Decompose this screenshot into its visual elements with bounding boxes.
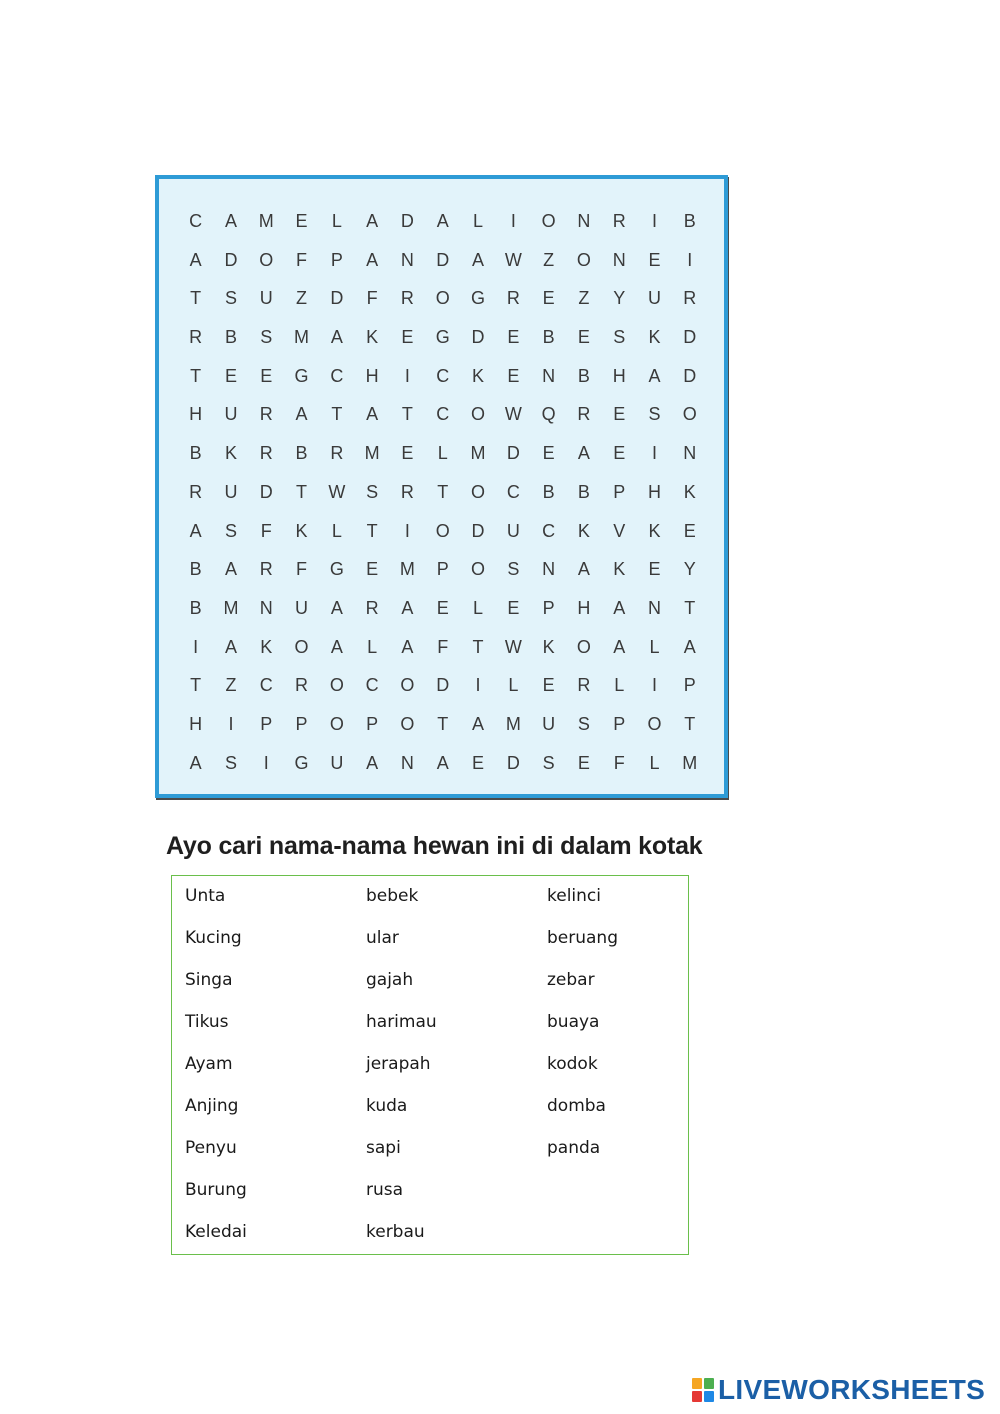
grid-letter: S [613,327,626,348]
grid-letter: I [510,211,516,231]
grid-letter: E [507,327,520,348]
liveworksheets-logo-text: LIVEWORKSHEETS [718,1374,986,1405]
grid-letter: I [687,249,693,270]
word-list-item: kelinci [547,886,601,906]
grid-letter: O [435,520,450,541]
grid-letter: L [614,675,625,696]
grid-letter: K [648,327,661,348]
grid-letter: U [542,713,556,734]
grid-letter: A [436,752,449,773]
grid-letter: U [224,404,238,425]
grid-letter: S [260,327,273,348]
grid-letter: M [399,559,415,580]
grid-letter: Z [225,675,237,696]
grid-letter: E [295,211,308,231]
grid-letter: Y [613,288,626,309]
grid-letter: D [471,520,485,541]
grid-letter: T [296,481,308,502]
grid-letter: B [542,481,555,502]
grid-letter: O [576,636,591,657]
grid-letter: E [542,288,555,309]
word-list-item: Anjing [185,1096,239,1116]
logo-square [692,1391,702,1402]
grid-letter: F [366,288,378,309]
word-list-item: beruang [547,928,618,948]
grid-letter: C [436,404,450,425]
grid-letter: E [613,404,626,425]
grid-letter: B [577,481,590,502]
grid-letter: A [577,559,590,580]
grid-letter: B [577,365,590,386]
grid-letter: N [612,249,626,270]
grid-letter: E [507,365,520,386]
grid-letter: N [542,559,556,580]
grid-letter: S [366,481,379,502]
grid-letter: R [577,404,591,425]
grid-letter: O [329,713,344,734]
word-list-item: kodok [547,1054,598,1074]
grid-letter: C [189,211,203,231]
grid-letter: E [507,597,520,618]
grid-letter: T [190,675,202,696]
grid-letter: T [366,520,378,541]
grid-letter: R [189,481,203,502]
grid-letter: K [472,365,485,386]
grid-letter: B [189,443,202,464]
word-list-item: ular [366,928,399,948]
grid-letter: A [295,404,308,425]
grid-letter: F [296,249,308,270]
grid-letter: G [294,752,309,773]
grid-letter: S [224,288,237,309]
grid-letter: S [542,752,555,773]
grid-letter: S [577,713,590,734]
grid-letter: I [263,752,269,773]
grid-letter: A [330,636,343,657]
word-list-item: Singa [185,970,233,990]
grid-letter: A [189,752,202,773]
grid-letter: A [436,211,449,231]
grid-letter: E [683,520,696,541]
word-list-item: Tikus [185,1012,229,1032]
grid-letter: U [224,481,238,502]
word-list-item: buaya [547,1012,600,1032]
grid-letter: S [224,752,237,773]
grid-letter: D [259,481,273,502]
grid-letter: I [652,443,658,464]
grid-letter: E [613,443,626,464]
grid-letter: L [473,597,484,618]
grid-letter: K [295,520,308,541]
liveworksheets-logo-icon [692,1378,714,1402]
word-list-item: domba [547,1096,606,1116]
grid-letter: G [471,288,486,309]
grid-letter: A [472,249,485,270]
grid-letter: N [400,249,414,270]
grid-letter: A [366,211,379,231]
grid-letter: M [294,327,310,348]
grid-letter: A [613,636,626,657]
grid-letter: H [189,404,203,425]
grid-letter: G [435,327,450,348]
grid-letter: B [542,327,555,348]
grid-letter: O [259,249,274,270]
grid-letter: T [331,404,343,425]
grid-letter: E [577,752,590,773]
grid-letter: N [259,597,273,618]
grid-letter: T [437,481,449,502]
grid-letter: H [648,481,661,502]
grid-letter: I [475,675,481,696]
grid-letter: D [436,675,450,696]
grid-letter: N [577,211,591,231]
grid-letter: T [684,597,696,618]
grid-letter: I [193,636,199,657]
grid-letter: Q [541,404,556,425]
grid-letter: E [224,365,237,386]
grid-letter: M [223,597,239,618]
grid-letter: P [260,713,273,734]
grid-letter: A [189,249,202,270]
grid-letter: O [647,713,662,734]
word-list-item: Unta [185,886,226,906]
grid-letter: C [259,675,273,696]
grid-letter: H [577,597,591,618]
word-list-item: sapi [366,1138,401,1158]
grid-letter: L [649,636,660,657]
grid-letter: B [189,597,202,618]
grid-letter: F [296,559,308,580]
grid-letter: O [576,249,591,270]
word-list-item: panda [547,1138,601,1158]
word-list-column-3 [547,884,618,1178]
grid-letter: A [577,443,590,464]
grid-letter: D [683,365,697,386]
grid-letter: H [612,365,626,386]
grid-letter: R [259,404,273,425]
grid-letter: O [471,481,486,502]
grid-letter: P [366,713,379,734]
grid-letter: F [437,636,449,657]
grid-letter: I [652,675,658,696]
grid-letter: T [401,404,413,425]
grid-letter: O [682,404,697,425]
grid-letter: W [328,481,346,502]
grid-letter: N [648,597,661,618]
grid-letter: H [365,365,379,386]
grid-letter: A [613,597,626,618]
instruction-heading: Ayo cari nama-nama hewan ini di dalam kotak [166,832,703,860]
grid-letter: T [472,636,484,657]
grid-letter: O [541,211,556,231]
grid-letter: M [470,443,486,464]
grid-letter: E [401,327,414,348]
grid-letter: G [329,559,344,580]
grid-letter: C [330,365,344,386]
grid-letter: R [400,288,414,309]
grid-letter: A [683,636,696,657]
grid-letter: B [683,211,696,231]
liveworksheets-logo [692,1374,985,1406]
grid-letter: B [189,559,202,580]
word-list-box [171,875,689,1255]
grid-letter: U [506,520,520,541]
grid-letter: S [507,559,520,580]
logo-square [692,1378,702,1389]
grid-letter: U [330,752,344,773]
grid-letter: T [684,713,696,734]
grid-letter: D [506,443,520,464]
grid-letter: E [366,559,379,580]
grid-letter: R [330,443,344,464]
grid-letter: K [260,636,273,657]
grid-letter: R [365,597,379,618]
grid-letter: Z [578,288,590,309]
grid-letter: O [400,675,415,696]
grid-letter: E [577,327,590,348]
grid-letter: V [613,520,626,541]
grid-letter: D [224,249,238,270]
word-list-item: rusa [366,1180,404,1200]
grid-letter: E [472,752,485,773]
grid-letter: A [366,249,379,270]
grid-letter: Z [543,249,555,270]
grid-letter: A [366,752,379,773]
grid-letter: C [542,520,556,541]
grid-letter: A [648,365,661,386]
word-list-column-1 [185,884,247,1262]
grid-letter: K [366,327,379,348]
grid-letter: K [577,520,590,541]
grid-letter: P [613,481,626,502]
grid-letter: D [400,211,414,231]
grid-letter: L [331,211,342,231]
grid-letter: E [648,559,661,580]
grid-letter: A [224,559,237,580]
grid-letter: L [508,675,519,696]
word-list-item: Burung [185,1180,247,1200]
grid-letter: I [404,365,410,386]
grid-letter: R [259,443,273,464]
grid-letter: B [224,327,237,348]
grid-letter: A [401,597,414,618]
grid-letter: G [294,365,309,386]
grid-letter: E [260,365,273,386]
word-list-item: jerapah [366,1054,431,1074]
grid-letter: W [504,636,522,657]
grid-letter: K [683,481,696,502]
word-list-item: bebek [366,886,419,906]
grid-letter: O [400,713,415,734]
grid-letter: M [364,443,380,464]
grid-letter: E [401,443,414,464]
grid-letter: Y [683,559,696,580]
word-list-item: kuda [366,1096,408,1116]
word-list-item: Penyu [185,1138,237,1158]
grid-letter: U [648,288,661,309]
grid-letter: P [436,559,449,580]
grid-letter: P [542,597,555,618]
grid-letter: P [295,713,308,734]
grid-letter: D [330,288,344,309]
grid-letter: P [683,675,696,696]
word-list-item: gajah [366,970,414,990]
grid-letter: U [259,288,273,309]
grid-letter: L [367,636,378,657]
grid-letter: K [613,559,626,580]
grid-letter: A [366,404,379,425]
grid-letter: Z [296,288,308,309]
word-list-item: Keledai [185,1222,247,1242]
grid-letter: O [471,404,486,425]
grid-letter: C [365,675,379,696]
grid-letter: S [224,520,237,541]
grid-letter: L [649,752,660,773]
grid-letter: R [577,675,591,696]
grid-letter: C [506,481,520,502]
grid-letter: B [295,443,308,464]
grid-letter: T [190,288,202,309]
grid-letter: D [471,327,485,348]
word-list-item: Ayam [185,1054,233,1074]
word-search-box [155,175,728,798]
grid-letter: P [613,713,626,734]
grid-letter: R [683,288,697,309]
grid-letter: R [400,481,414,502]
grid-letter: A [189,520,202,541]
grid-letter: E [648,249,661,270]
grid-letter: E [542,675,555,696]
logo-square [704,1378,714,1389]
word-list-item: zebar [547,970,595,990]
grid-letter: D [683,327,697,348]
word-search-grid [178,202,707,782]
grid-letter: A [330,597,343,618]
grid-letter: P [330,249,343,270]
grid-letter: F [613,752,625,773]
grid-letter: E [436,597,449,618]
grid-letter: U [295,597,309,618]
word-list-item: harimau [366,1012,437,1032]
grid-letter: R [189,327,203,348]
grid-letter: M [505,713,521,734]
grid-letter: I [228,713,234,734]
grid-letter: N [400,752,414,773]
grid-letter: H [189,713,203,734]
grid-letter: L [437,443,448,464]
grid-letter: D [506,752,520,773]
grid-letter: T [437,713,449,734]
grid-letter: I [404,520,410,541]
grid-letter: O [471,559,486,580]
grid-letter: S [648,404,661,425]
word-list-item: kerbau [366,1222,425,1242]
grid-letter: T [190,365,202,386]
grid-letter: D [436,249,450,270]
grid-letter: L [331,520,342,541]
word-list-item: Kucing [185,928,242,948]
grid-letter: R [612,211,626,231]
grid-letter: C [436,365,450,386]
grid-letter: R [295,675,309,696]
grid-letter: W [504,249,522,270]
grid-letter: W [504,404,522,425]
grid-letter: M [682,752,698,773]
grid-letter: N [542,365,556,386]
word-list-column-2 [366,884,437,1262]
grid-letter: A [224,636,237,657]
grid-letter: A [224,211,237,231]
logo-square [704,1391,714,1402]
grid-letter: K [224,443,237,464]
grid-letter: R [259,559,273,580]
grid-letter: O [435,288,450,309]
grid-letter: F [260,520,272,541]
grid-letter: O [329,675,344,696]
grid-letter: R [506,288,520,309]
grid-letter: E [542,443,555,464]
grid-letter: A [330,327,343,348]
grid-letter: A [472,713,485,734]
grid-letter: I [652,211,658,231]
grid-letter: L [473,211,484,231]
grid-letter: K [542,636,555,657]
grid-letter: O [294,636,309,657]
grid-letter: N [683,443,697,464]
grid-letter: A [401,636,414,657]
grid-letter: M [258,211,274,231]
grid-letter: K [648,520,661,541]
